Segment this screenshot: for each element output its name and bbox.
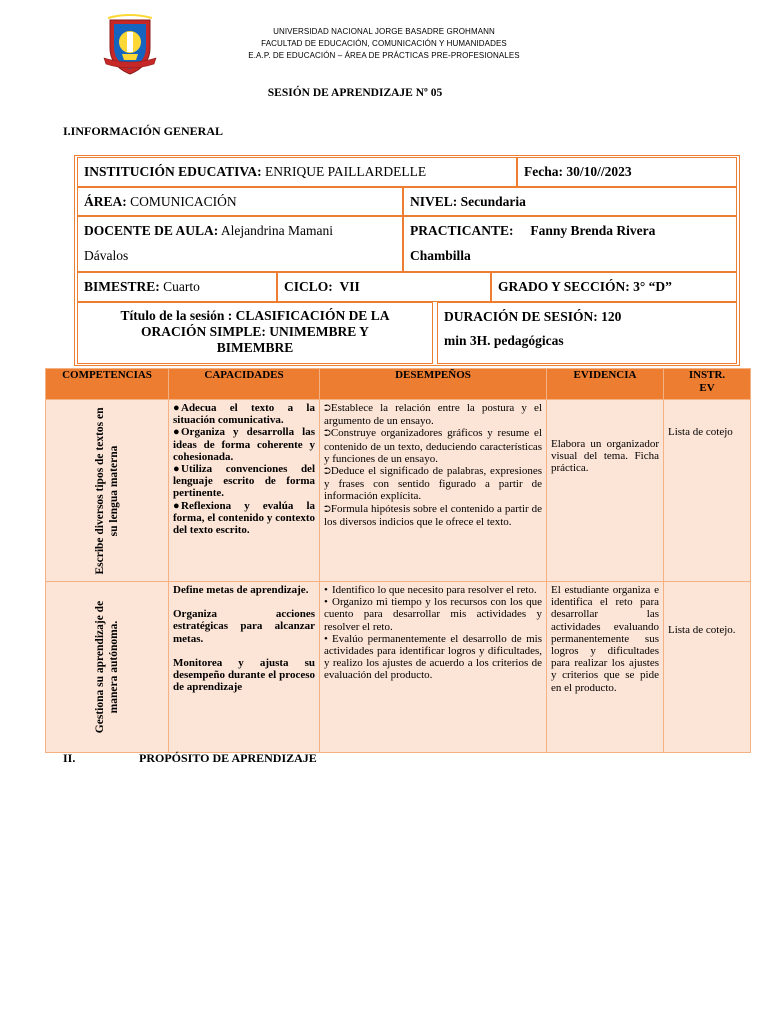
list-item: Reflexiona y evalúa la forma, el contenido y contexto del texto escrito. (173, 499, 315, 537)
docente-value-line2: Dávalos (84, 248, 129, 263)
desempenos-cell (320, 582, 547, 753)
grado-cell (491, 272, 737, 302)
section-purpose: PROPÓSITO DE APRENDIZAJE (139, 751, 317, 765)
capacidades-cell (169, 582, 320, 753)
list-item: Define metas de aprendizaje. (173, 584, 309, 596)
practicante-cell (403, 216, 737, 272)
list-item: Evalúo permanentemente el desarrollo de mis actividades para identificar logros y dificultades, y realizo los ajustes de acuerdo a los criterios de evaluación del producto. (324, 632, 542, 682)
ciclo-label: CICLO: (284, 279, 333, 294)
list-item: Identifico lo que necesito para resolver el reto. (332, 584, 537, 596)
instrumento-cell (664, 400, 751, 582)
bimestre-cell (77, 272, 277, 302)
table-row (46, 582, 751, 753)
dot-bullet-icon: • (324, 632, 328, 645)
list-item: Deduce el significado de palabras, expresiones y frases con sentido figurado a partir de información explícita. (324, 465, 542, 503)
area-label: ÁREA: (84, 194, 127, 209)
ciclo-cell (277, 272, 491, 302)
evidencia-text: El estudiante organiza e identifica el reto para desarrollar las actividades evaluando permanentemente sus logros y dificultades para realizar los ajustes y criterios que se pide en el producto. (551, 584, 659, 694)
dot-bullet-icon: • (324, 596, 328, 609)
school-name: E.A.P. DE EDUCACIÓN – ÁREA DE PRÁCTICAS PRE-PROFESIONALES (248, 51, 520, 60)
competencia-cell (46, 400, 169, 582)
nivel-label: NIVEL: (410, 194, 458, 209)
instrumento-text: Lista de cotejo (668, 426, 733, 438)
grado-label: GRADO Y SECCIÓN: (498, 279, 630, 294)
bimestre-label: BIMESTRE: (84, 279, 160, 294)
competencia-text: Escribe diversos tipos de textos en su lengua materna (94, 406, 120, 575)
arrow-bullet-icon: ⮊ (324, 404, 331, 414)
list-item: Formula hipótesis sobre el contenido a partir de los diversos indicios que le ofrece el texto. (324, 502, 542, 528)
evidencia-cell (547, 582, 664, 753)
competencia-cell (46, 582, 169, 753)
evidencia-cell (547, 400, 664, 582)
table-row (46, 400, 751, 582)
nivel-cell (403, 187, 737, 216)
titulo-value-line3: BIMEMBRE (216, 340, 294, 355)
dot-bullet-icon: • (324, 584, 328, 596)
section-purpose-number: II. (63, 751, 76, 765)
desempenos-cell (320, 400, 547, 582)
page-title: SESIÓN DE APRENDIZAJE Nº 05 (267, 87, 443, 99)
docente-cell (77, 216, 403, 272)
list-item: Organizo mi tiempo y los recursos con los que cuento para desarrollar mis actividades y resolver el reto. (324, 596, 542, 633)
grado-value: 3° “D” (633, 279, 672, 294)
arrow-bullet-icon: ⮊ (324, 467, 331, 478)
practicante-value-line1: Fanny Brenda Rivera (530, 223, 656, 238)
list-item: Organiza y desarrolla las ideas de forma coherente y cohesionada. (173, 426, 315, 463)
competencia-text: Gestiona su aprendizaje de manera autónoma. (94, 600, 120, 734)
titulo-cell (77, 302, 433, 364)
section-general-info: I.INFORMACIÓN GENERAL (63, 124, 224, 138)
instrumento-cell (664, 582, 751, 753)
practicante-value-line2: Chambilla (410, 248, 471, 263)
competencies-table (45, 368, 751, 753)
university-name: UNIVERSIDAD NACIONAL JORGE BASADRE GROHMANN (273, 27, 495, 36)
header-desempenos: DESEMPEÑOS (320, 369, 547, 400)
dot-bullet-icon: ● (173, 426, 180, 439)
header-capacidades: CAPACIDADES (169, 369, 320, 400)
area-cell (77, 187, 403, 216)
titulo-value-line2: ORACIÓN SIMPLE: UNIMEMBRE Y (141, 324, 369, 339)
header-ev: EV (699, 382, 715, 394)
dot-bullet-icon: ● (173, 402, 180, 414)
duracion-line2: min 3H. pedagógicas (444, 333, 564, 348)
list-item: Organiza acciones estratégicas para alcanzar metas. (173, 608, 315, 645)
list-item: Utiliza convenciones del lenguaje escrito de forma pertinente. (173, 463, 315, 500)
list-item: Monitorea y ajusta su desempeño durante el proceso de aprendizaje (173, 656, 315, 694)
dot-bullet-icon: ● (173, 499, 180, 512)
duracion-line1: DURACIÓN DE SESIÓN: 120 (444, 309, 622, 324)
list-item: Adecua el texto a la situación comunicativa. (173, 402, 315, 427)
institution-label: INSTITUCIÓN EDUCATIVA: (84, 164, 262, 179)
dot-bullet-icon: ● (173, 463, 180, 476)
titulo-value-line1: CLASIFICACIÓN DE LA (235, 308, 390, 323)
institution-value: ENRIQUE PAILLARDELLE (265, 164, 427, 179)
date-value: Fecha: 30/10//2023 (524, 164, 632, 179)
docente-value-line1: Alejandrina Mamani (220, 223, 334, 238)
titulo-label: Título de la sesión : (120, 308, 233, 323)
list-item: Construye organizadores gráficos y resume el contenido de un texto, deduciendo características y funciones de un ensayo. (324, 427, 542, 465)
arrow-bullet-icon: ⮊ (324, 504, 331, 515)
institution-cell (77, 157, 517, 187)
date-cell (517, 157, 737, 187)
bimestre-value: Cuarto (163, 279, 200, 294)
duracion-cell (437, 302, 737, 364)
practicante-label: PRACTICANTE: (410, 223, 514, 238)
capacidades-cell (169, 400, 320, 582)
header-evidencia: EVIDENCIA (547, 369, 664, 400)
instrumento-text: Lista de cotejo. (668, 624, 736, 636)
table-header-row (46, 369, 751, 400)
evidencia-text: Elabora un organizador visual del tema. Ficha práctica. (551, 438, 659, 475)
area-value: COMUNICACIÓN (130, 194, 237, 209)
header-instrumento (664, 369, 751, 400)
ciclo-value: VII (339, 279, 360, 294)
arrow-bullet-icon: ⮊ (324, 429, 331, 440)
header-instr: INSTR. (688, 369, 726, 381)
header-competencias: COMPETENCIAS (46, 369, 169, 400)
nivel-value: Secundaria (460, 194, 526, 209)
docente-label: DOCENTE DE AULA: (84, 223, 219, 238)
faculty-name: FACULTAD DE EDUCACIÓN, COMUNICACIÓN Y HUMANIDADES (261, 39, 507, 48)
list-item: Establece la relación entre la postura y el argumento de un ensayo. (324, 402, 542, 428)
